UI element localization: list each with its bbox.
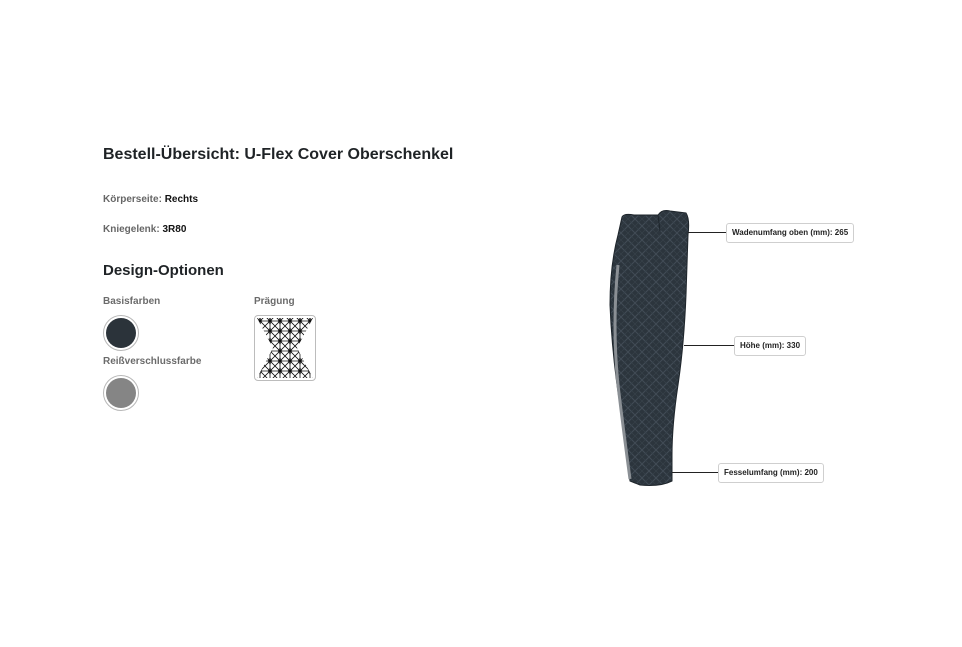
knee-joint-label: Kniegelenk:: [103, 224, 160, 235]
base-colors-label: Basisfarben: [103, 296, 161, 307]
leader-line-calf: [688, 232, 726, 233]
base-color-fill: [106, 318, 136, 348]
leader-line-ankle: [672, 472, 718, 473]
leg-cover-image: [600, 205, 700, 495]
zipper-color-label: Reißverschlussfarbe: [103, 356, 202, 367]
zipper-color-swatch[interactable]: [103, 375, 139, 411]
embossing-label: Prägung: [254, 296, 295, 307]
zipper-color-fill: [106, 378, 136, 408]
leader-line-height: [684, 345, 734, 346]
knee-joint-info: [103, 224, 186, 235]
product-image: [600, 205, 700, 495]
design-options-heading: Design-Optionen: [103, 262, 224, 279]
base-color-swatch[interactable]: [103, 315, 139, 351]
page-title: Bestell-Übersicht: U-Flex Cover Oberschenkel: [103, 146, 454, 163]
ankle-circumference-callout: Fesselumfang (mm): 200: [718, 463, 824, 483]
geometric-pattern-icon: [255, 316, 315, 380]
height-callout: Höhe (mm): 330: [734, 336, 806, 356]
body-side-info: [103, 194, 198, 205]
body-side-value: Rechts: [164, 194, 199, 205]
calf-circumference-callout: Wadenumfang oben (mm): 265: [726, 223, 854, 243]
knee-joint-value: 3R80: [162, 224, 187, 235]
body-side-label: Körperseite:: [103, 194, 162, 205]
embossing-pattern-option[interactable]: [254, 315, 316, 381]
